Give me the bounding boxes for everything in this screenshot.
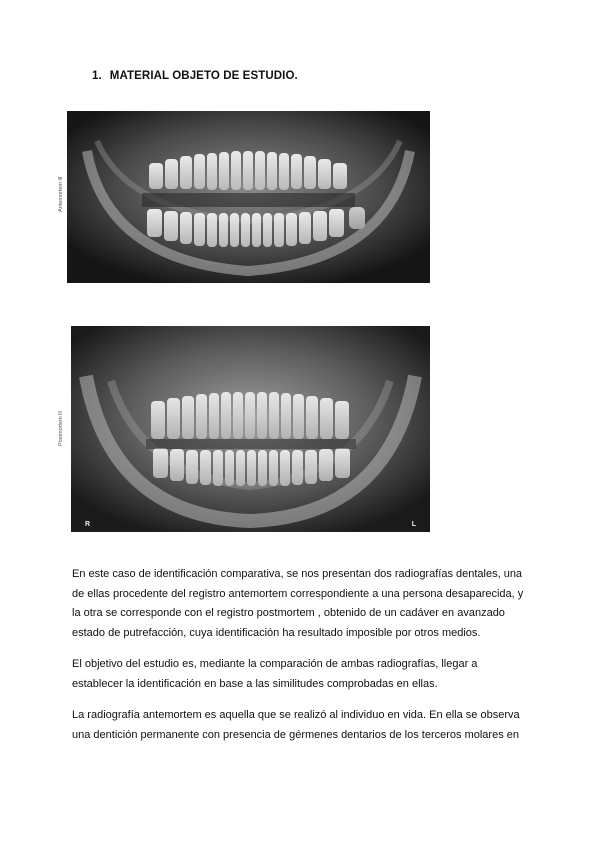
antemortem-side-label: Antemortem lll xyxy=(58,176,64,212)
section-heading xyxy=(92,70,298,82)
paragraph-line: estado de putrefacción, cuya identificación ha resultado imposible por otros medios. xyxy=(72,626,481,639)
postmortem-marker-left-side: L xyxy=(411,521,416,528)
paragraph-line: El objetivo del estudio es, mediante la comparación de ambas radiografías, llegar a xyxy=(72,658,478,670)
paragraph-line: establecer la identificación en base a las similitudes comprobadas en ellas. xyxy=(72,677,438,690)
paragraph-3 xyxy=(72,706,532,745)
paragraph-line: una dentición permanente con presencia de gérmenes dentarios de los terceros molares en xyxy=(72,728,519,741)
section-title: MATERIAL OBJETO DE ESTUDIO. xyxy=(109,70,298,82)
paragraph-line: la otra se corresponde con el registro postmortem , obtenido de un cadáver en avanzado xyxy=(72,607,505,619)
postmortem-marker-right-side: R xyxy=(85,521,91,528)
section-number: 1. xyxy=(92,70,102,82)
paragraph-2 xyxy=(72,655,532,694)
antemortem-radiograph xyxy=(67,111,430,283)
postmortem-radiograph xyxy=(71,326,430,532)
paragraph-line: La radiografía antemortem es aquella que se realizó al individuo en vida. En ella se observa xyxy=(72,709,520,721)
postmortem-side-label: Postmortem lll xyxy=(58,411,64,446)
paragraph-line: En este caso de identificación comparativa, se nos presentan dos radiografías dentales, una xyxy=(72,568,523,580)
paragraph-1 xyxy=(72,565,532,643)
paragraph-line: de ellas procedente del registro antemortem correspondiente a una persona desaparecida, y xyxy=(72,587,524,600)
